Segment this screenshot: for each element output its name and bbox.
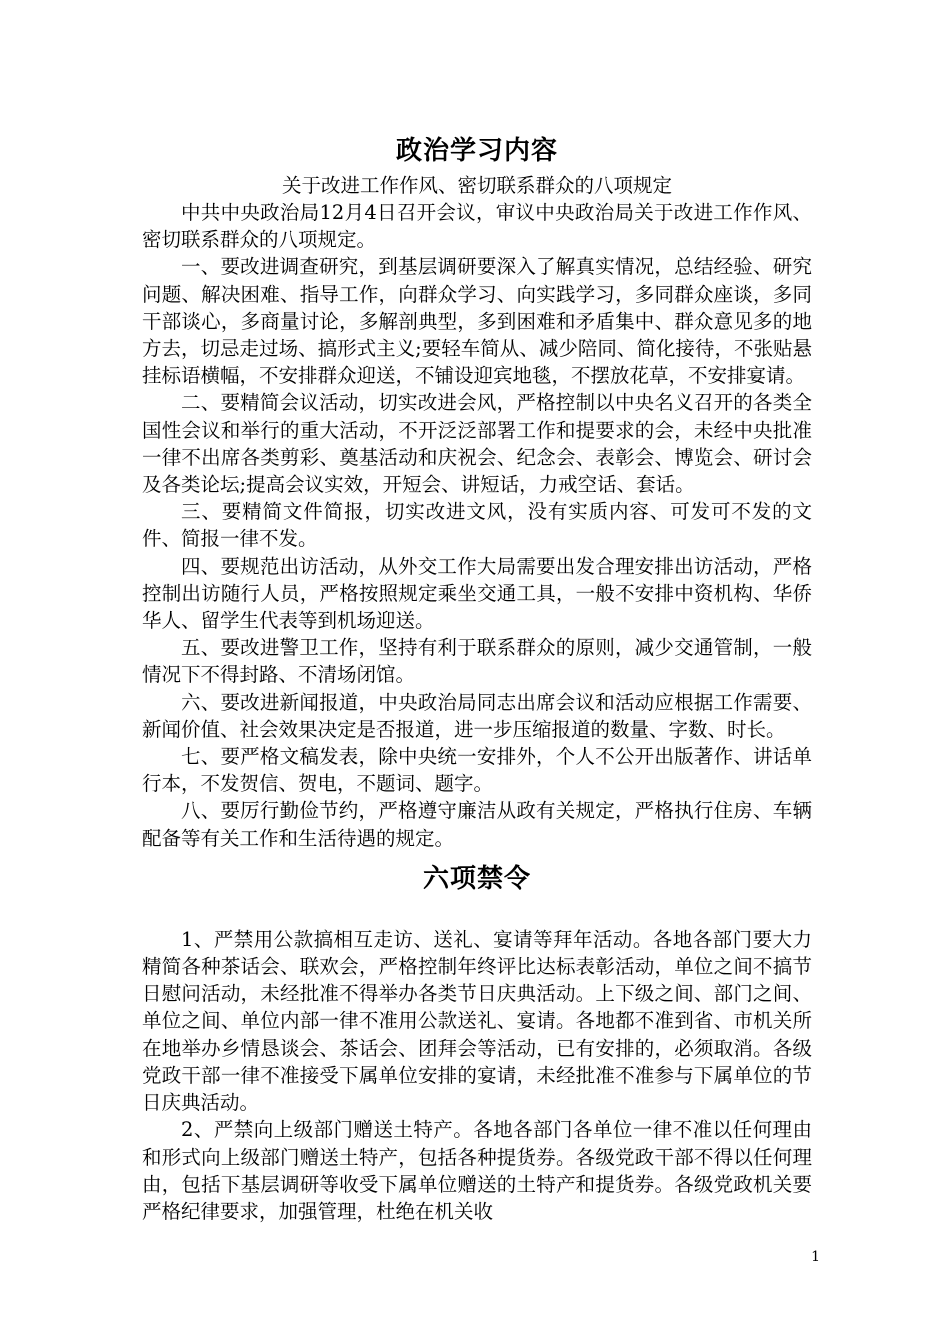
rule-paragraph-6: 六、要改进新闻报道，中央政治局同志出席会议和活动应根据工作需要、新闻价值、社会效果决定是否报道，进一步压缩报道的数量、字数、时长。 [142,690,812,741]
intro-paragraph: 中共中央政治局12月4日召开会议，审议中央政治局关于改进工作作风、密切联系群众的八项规定。 [142,201,812,252]
rule-paragraph-1: 一、要改进调查研究，到基层调研要深入了解真实情况，总结经验、研究问题、解决困难、指导工作，向群众学习、向实践学习，多同群众座谈，多同干部谈心，多商量讨论，多解剖典型，多到困难和矛盾集中、群众意见多的地方去，切忌走过场、搞形式主义;要轻车简从、减少陪同、简化接待，不张贴悬挂标语横幅，不安排群众迎送，不铺设迎宾地毯，不摆放花草，不安排宴请。 [142,255,812,388]
rule-paragraph-5: 五、要改进警卫工作，坚持有利于联系群众的原则，减少交通管制，一般情况下不得封路、不清场闭馆。 [142,636,812,687]
document-body [142,130,812,1225]
rule-paragraph-3: 三、要精简文件简报，切实改进文风，没有实质内容、可发可不发的文件、简报一律不发。 [142,500,812,551]
page-title: 政治学习内容 [395,136,558,166]
rule-paragraph-8: 八、要厉行勤俭节约，严格遵守廉洁从政有关规定，严格执行住房、车辆配备等有关工作和生活待遇的规定。 [142,799,812,850]
page-number: 1 [811,1249,820,1265]
rule-paragraph-4: 四、要规范出访活动，从外交工作大局需要出发合理安排出访活动，严格控制出访随行人员，严格按照规定乘坐交通工具，一般不安排中资机构、华侨华人、留学生代表等到机场迎送。 [142,554,812,633]
rule-paragraph-2: 二、要精简会议活动，切实改进会风，严格控制以中央名义召开的各类全国性会议和举行的重大活动，不开泛泛部署工作和提要求的会，未经中央批准一律不出席各类剪彩、奠基活动和庆祝会、纪念会、表彰会、博览会、研讨会及各类论坛;提高会议实效，开短会、讲短话，力戒空话、套话。 [142,391,812,497]
section-spacer [142,900,812,926]
document-subtitle: 关于改进工作作风、密切联系群众的八项规定 [281,174,672,197]
ban-paragraph-2: 2、严禁向上级部门赠送土特产。各地各部门各单位一律不准以任何理由和形式向上级部门赠送土特产，包括各种提货券。各级党政干部不得以任何理由，包括下基层调研等收受下属单位赠送的土特产和提货券。各级党政机关要严格纪律要求，加强管理，杜绝在机关收 [142,1118,812,1223]
section-title: 六项禁令 [422,863,531,894]
rule-paragraph-7: 七、要严格文稿发表，除中央统一安排外，个人不公开出版著作、讲话单行本，不发贺信、贺电，不题词、题字。 [142,745,812,796]
ban-paragraph-1: 1、严禁用公款搞相互走访、送礼、宴请等拜年活动。各地各部门要大力精简各种茶话会、联欢会，严格控制年终评比达标表彰活动，单位之间不搞节日慰问活动，未经批准不得举办各类节日庆典活动。上下级之间、部门之间、单位之间、单位内部一律不准用公款送礼、宴请。各地都不准到省、市机关所在地举办乡情恳谈会、茶话会、团拜会等活动，已有安排的，必须取消。各级党政干部一律不准接受下属单位安排的宴请，未经批准不准参与下属单位的节日庆典活动。 [142,927,812,1115]
